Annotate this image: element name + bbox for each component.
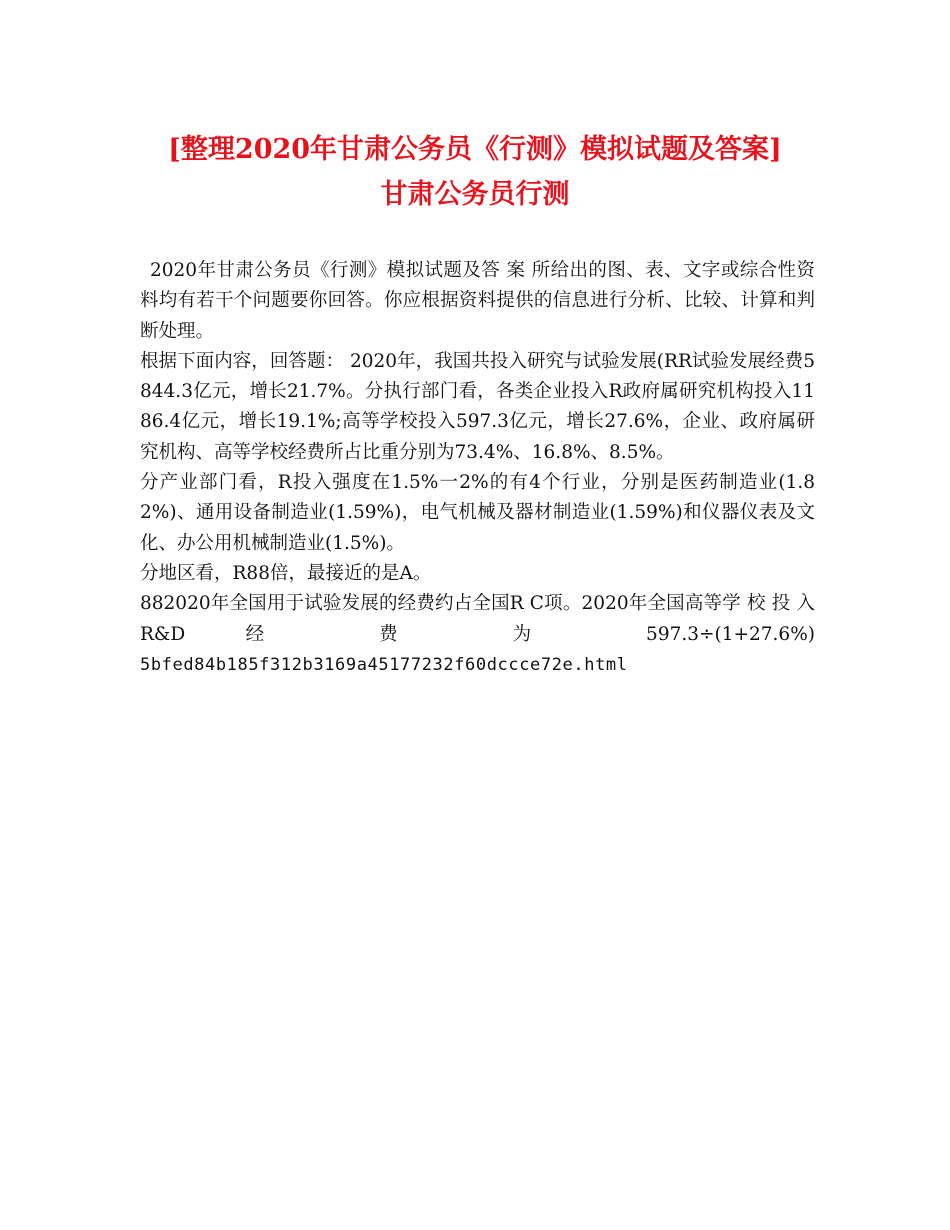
paragraph-filename: 5bfed84b185f312b3169a45177232f60dccce72e.html	[140, 654, 628, 675]
paragraph-answer: 882020年全国用于试验发展的经费约占全国R C项。2020年全国高等学 校 投 入 R&D 经 费 为 597.3÷(1+27.6%)	[140, 593, 815, 645]
document-body	[140, 256, 815, 680]
paragraph-region: 分地区看，R88倍，最接近的是A。	[140, 562, 432, 584]
document-subtitle: 甘肃公务员行测	[380, 179, 570, 210]
paragraph-intro: 2020年甘肃公务员《行测》模拟试题及答 案 所给出的图、表、文字或综合性资料均有若干个问题要你回答。你应根据资料提供的信息进行分析、比较、计算和判断处理。	[140, 260, 815, 342]
paragraph-industry: 分产业部门看，R投入强度在1.5%一2%的有4个行业，分别是医药制造业(1.82%)、通用设备制造业(1.59%)，电气机械及器材制造业(1.59%)和仪器仪表及文化、办公用机械制造业(1.5%)。	[140, 472, 815, 554]
document-title: [整理2020年甘肃公务员《行测》模拟试题及答案]	[168, 134, 782, 165]
paragraph-funding: 根据下面内容，回答题： 2020年，我国共投入研究与试验发展(RR试验发展经费5844.3亿元，增长21.7%。分执行部门看，各类企业投入R政府属研究机构投入1186.4亿元，增长19.1%;高等学校投入597.3亿元，增长27.6%，企业、政府属研究机构、高等学校经费所占比重分别为73.4%、16.8%、8.5%。	[140, 350, 815, 463]
